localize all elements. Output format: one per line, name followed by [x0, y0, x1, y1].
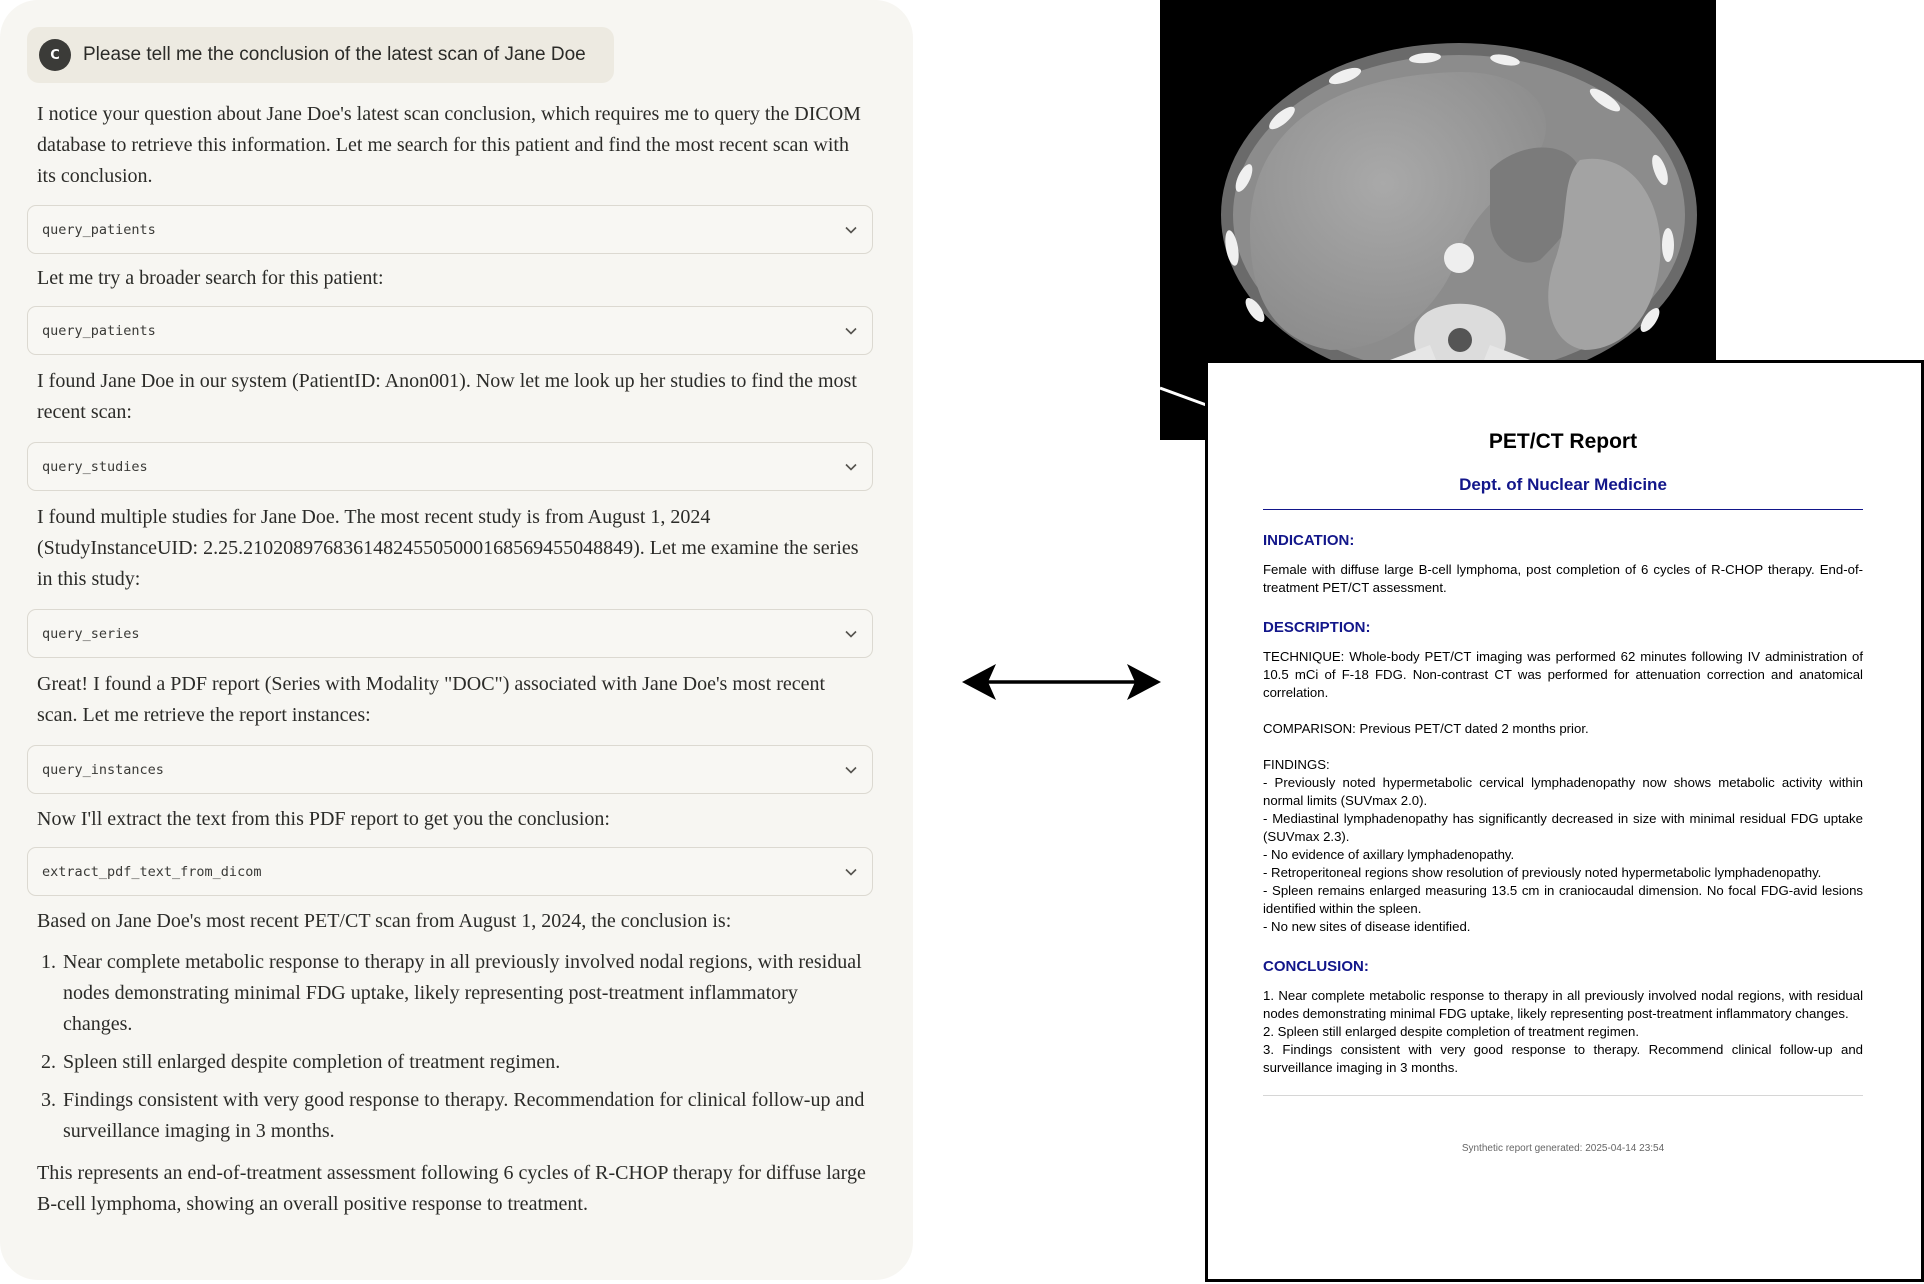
report-department: Dept. of Nuclear Medicine	[1459, 475, 1667, 494]
finding-item: - Previously noted hypermetabolic cervical lymphadenopathy now shows metabolic activity within normal limits (SUVmax 2.0).	[1263, 775, 1863, 808]
tool-call-name: query_studies	[42, 458, 148, 475]
tool-call-name: query_patients	[42, 221, 156, 238]
comparison-text: COMPARISON: Previous PET/CT dated 2 months prior.	[1263, 721, 1589, 736]
report-conclusion-item: 3. Findings consistent with very good response to therapy. Recommend clinical follow-up and surveillance imaging in 3 months.	[1263, 1042, 1863, 1075]
tool-call-query-series[interactable]	[27, 609, 873, 658]
list-item: 3. Findings consistent with very good response to therapy. Recommendation for clinical follow-up and surveillance imaging in 3 months.	[61, 1085, 867, 1147]
report-footer-divider	[1263, 1095, 1863, 1096]
list-item: 1. Near complete metabolic response to therapy in all previously involved nodal regions, with residual nodes demonstrating minimal FDG uptake, likely representing post-treatment inflammatory changes.	[61, 947, 867, 1040]
report-footer: Synthetic report generated: 2025-04-14 23:54	[1461, 1143, 1665, 1154]
tool-call-name: query_instances	[42, 761, 164, 778]
tool-call-name: query_series	[42, 625, 140, 642]
double-arrow-icon	[960, 660, 1163, 704]
assistant-paragraph: Let me try a broader search for this patient:	[37, 267, 384, 289]
conclusion-heading: CONCLUSION:	[1263, 958, 1369, 975]
description-heading: DESCRIPTION:	[1263, 619, 1371, 636]
report-divider	[1263, 509, 1863, 510]
chevron-down-icon[interactable]	[844, 223, 858, 237]
tool-call-extract-pdf-text[interactable]	[27, 847, 873, 896]
tool-call-query-patients[interactable]	[27, 306, 873, 355]
assistant-paragraph: Great! I found a PDF report (Series with Modality "DOC") associated with Jane Doe's most recent scan. Let me retrieve the report instances:	[37, 673, 826, 726]
conclusion-list	[27, 947, 877, 1147]
chevron-down-icon[interactable]	[844, 460, 858, 474]
report-conclusion-item: 2. Spleen still enlarged despite completion of treatment regimen.	[1263, 1024, 1640, 1039]
report-conclusion-item: 1. Near complete metabolic response to therapy in all previously involved nodal regions, with residual nodes demonstrating minimal FDG uptake, likely representing post-treatment inflammatory changes.	[1263, 988, 1863, 1021]
chevron-down-icon[interactable]	[844, 324, 858, 338]
tool-call-name: extract_pdf_text_from_dicom	[42, 863, 262, 880]
assistant-paragraph: I found Jane Doe in our system (PatientID: Anon001). Now let me look up her studies to find the most recent scan:	[37, 370, 857, 423]
technique-text: TECHNIQUE: Whole-body PET/CT imaging was performed 62 minutes following IV administration of 10.5 mCi of F-18 FDG. Non-contrast CT was performed for attenuation correction and anatomical correlation.	[1263, 649, 1863, 700]
assistant-paragraph: This represents an end-of-treatment assessment following 6 cycles of R-CHOP therapy for diffuse large B-cell lymphoma, showing an overall positive response to treatment.	[37, 1162, 866, 1215]
finding-item: - No new sites of disease identified.	[1263, 919, 1471, 934]
assistant-paragraph: I notice your question about Jane Doe's latest scan conclusion, which requires me to query the DICOM database to retrieve this information. Let me search for this patient and find the most recent scan with its conclusion.	[37, 103, 861, 187]
finding-item: - Spleen remains enlarged measuring 13.5 cm in craniocaudal dimension. No focal FDG-avid lesions identified within the spleen.	[1263, 883, 1863, 916]
user-avatar: C	[39, 39, 71, 71]
tool-call-name: query_patients	[42, 322, 156, 339]
tool-call-query-instances[interactable]	[27, 745, 873, 794]
assistant-paragraph: I found multiple studies for Jane Doe. The most recent study is from August 1, 2024 (StudyInstanceUID: 2.25.210208976836148245505000168569455048849). Let me examine the series in this study:	[37, 506, 859, 590]
finding-item: - Mediastinal lymphadenopathy has significantly decreased in size with minimal residual FDG uptake (SUVmax 2.3).	[1263, 811, 1863, 844]
chevron-down-icon[interactable]	[844, 627, 858, 641]
assistant-paragraph: Based on Jane Doe's most recent PET/CT scan from August 1, 2024, the conclusion is:	[37, 910, 732, 932]
indication-text: Female with diffuse large B-cell lymphoma, post completion of 6 cycles of R-CHOP therapy. End-of-treatment PET/CT assessment.	[1263, 562, 1863, 595]
chevron-down-icon[interactable]	[844, 865, 858, 879]
report-title: PET/CT Report	[1488, 430, 1638, 453]
tool-call-query-patients[interactable]	[27, 205, 873, 254]
tool-call-query-studies[interactable]	[27, 442, 873, 491]
list-item: 2. Spleen still enlarged despite completion of treatment regimen.	[61, 1047, 867, 1078]
finding-item: - Retroperitoneal regions show resolution of previously noted hypermetabolic lymphadenopathy.	[1263, 865, 1822, 880]
user-message-text: Please tell me the conclusion of the latest scan of Jane Doe	[83, 44, 586, 65]
assistant-paragraph: Now I'll extract the text from this PDF report to get you the conclusion:	[37, 808, 610, 830]
chat-panel	[0, 0, 913, 1280]
findings-label: FINDINGS:	[1263, 757, 1330, 772]
finding-item: - No evidence of axillary lymphadenopathy.	[1263, 847, 1515, 862]
indication-heading: INDICATION:	[1263, 532, 1355, 549]
user-message	[27, 27, 614, 83]
pdf-report	[1205, 360, 1924, 1282]
chevron-down-icon[interactable]	[844, 763, 858, 777]
